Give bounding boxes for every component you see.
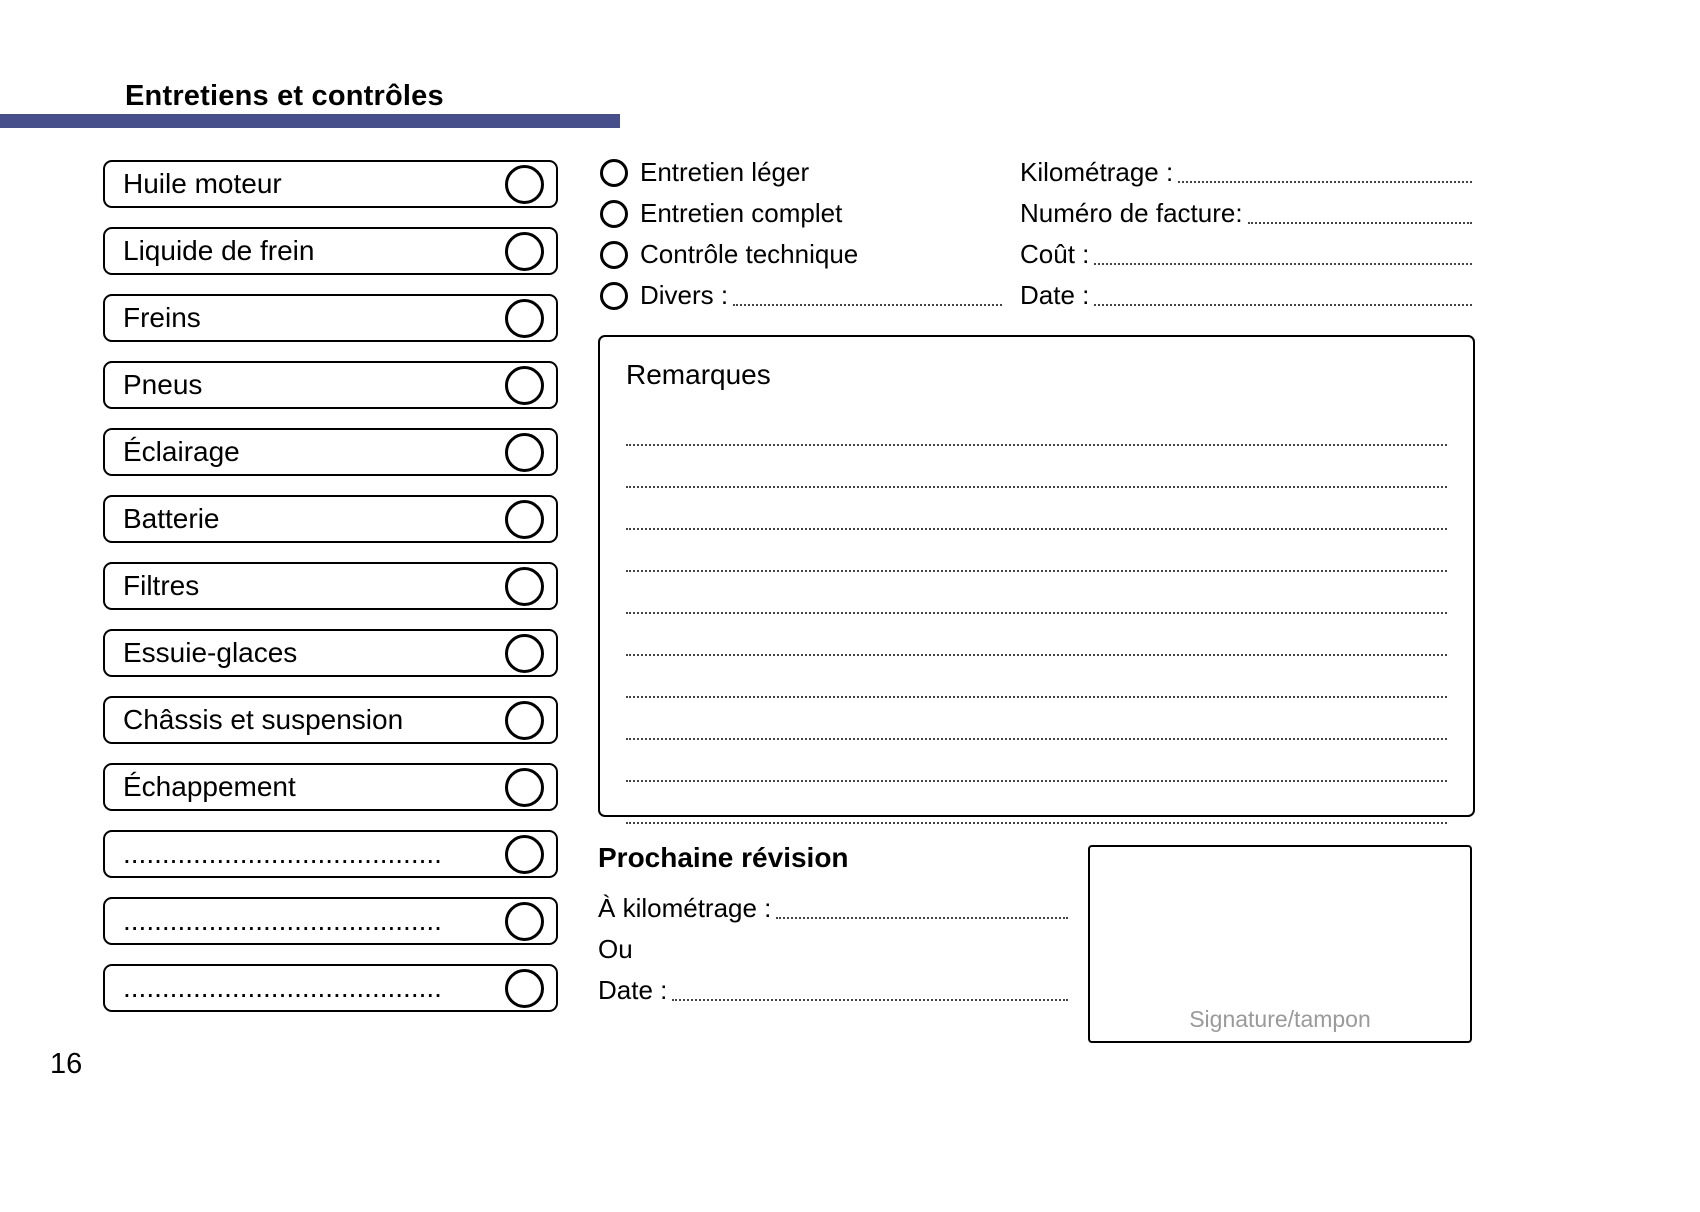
next-service-field-label: Date : bbox=[598, 975, 668, 1005]
invoice-field bbox=[1020, 193, 1472, 234]
invoice-fields bbox=[1020, 152, 1472, 316]
checklist-item-radio[interactable] bbox=[505, 969, 544, 1008]
checklist-item-radio[interactable] bbox=[505, 701, 544, 740]
service-option bbox=[600, 152, 1002, 193]
title-accent-bar bbox=[0, 114, 620, 128]
checklist-item bbox=[103, 361, 558, 409]
next-service-field-label: À kilométrage : bbox=[598, 893, 772, 923]
remark-line bbox=[626, 698, 1447, 740]
checklist-item-radio[interactable] bbox=[505, 902, 544, 941]
remark-line bbox=[626, 404, 1447, 446]
next-service-field bbox=[598, 888, 1068, 929]
checklist-item-radio[interactable] bbox=[505, 165, 544, 204]
checklist-item-label: Liquide de frein bbox=[123, 235, 315, 266]
service-option-radio[interactable] bbox=[600, 159, 628, 187]
checklist-item-label: Éclairage bbox=[123, 436, 240, 467]
checklist-item-radio[interactable] bbox=[505, 835, 544, 874]
checklist-item-label: Filtres bbox=[123, 570, 200, 601]
service-option-label: Divers : bbox=[640, 280, 729, 310]
service-option-radio[interactable] bbox=[600, 200, 628, 228]
remark-line bbox=[626, 782, 1447, 824]
checklist-item-label: Pneus bbox=[123, 369, 203, 400]
fill-in-line bbox=[1248, 222, 1472, 224]
checklist-item-label: Huile moteur bbox=[123, 168, 282, 199]
checklist-item-radio[interactable] bbox=[505, 500, 544, 539]
service-options bbox=[600, 152, 1002, 316]
invoice-field-label: Numéro de facture: bbox=[1020, 198, 1243, 228]
checklist-item bbox=[103, 696, 558, 744]
fill-in-line bbox=[672, 999, 1068, 1001]
invoice-field bbox=[1020, 275, 1472, 316]
checklist-item-radio[interactable] bbox=[505, 567, 544, 606]
fill-in-line bbox=[733, 304, 1002, 306]
next-service-section bbox=[598, 842, 1068, 1011]
service-option bbox=[600, 275, 1002, 316]
checklist-item-radio[interactable] bbox=[505, 299, 544, 338]
service-option-radio[interactable] bbox=[600, 282, 628, 310]
remarks-box bbox=[598, 335, 1475, 817]
service-option-label: Entretien complet bbox=[640, 198, 843, 228]
checklist-item-label: ......................................... bbox=[123, 838, 442, 869]
remark-line bbox=[626, 488, 1447, 530]
service-option-label: Entretien léger bbox=[640, 157, 810, 187]
checklist-item bbox=[103, 763, 558, 811]
checklist bbox=[103, 160, 558, 1031]
checklist-item bbox=[103, 897, 558, 945]
service-option bbox=[600, 193, 1002, 234]
checklist-item bbox=[103, 495, 558, 543]
service-option bbox=[600, 234, 1002, 275]
checklist-item-label: ......................................... bbox=[123, 972, 442, 1003]
invoice-field-label: Coût : bbox=[1020, 239, 1090, 269]
checklist-item-radio[interactable] bbox=[505, 366, 544, 405]
fill-in-line bbox=[1094, 304, 1472, 306]
remark-line bbox=[626, 656, 1447, 698]
checklist-item-label: Échappement bbox=[123, 771, 296, 802]
next-service-field-label: Ou bbox=[598, 934, 633, 964]
signature-label: Signature/tampon bbox=[1189, 1006, 1371, 1032]
remark-line bbox=[626, 530, 1447, 572]
checklist-item-radio[interactable] bbox=[505, 634, 544, 673]
next-service-fields bbox=[598, 888, 1068, 1011]
remark-line bbox=[626, 614, 1447, 656]
page-number: 16 bbox=[50, 1048, 83, 1080]
invoice-field-label: Kilométrage : bbox=[1020, 157, 1174, 187]
signature-box bbox=[1088, 845, 1472, 1043]
checklist-item bbox=[103, 428, 558, 476]
next-service-field bbox=[598, 929, 1068, 970]
checklist-item-label: Essuie-glaces bbox=[123, 637, 298, 668]
checklist-item-label: Châssis et suspension bbox=[123, 704, 404, 735]
fill-in-line bbox=[1094, 263, 1472, 265]
service-option-label: Contrôle technique bbox=[640, 239, 859, 269]
fill-in-line bbox=[1178, 181, 1472, 183]
checklist-item bbox=[103, 562, 558, 610]
invoice-field bbox=[1020, 152, 1472, 193]
checklist-item-radio[interactable] bbox=[505, 232, 544, 271]
next-service-title: Prochaine révision bbox=[598, 842, 849, 873]
checklist-item-label: ......................................... bbox=[123, 905, 442, 936]
remark-line bbox=[626, 446, 1447, 488]
remark-line bbox=[626, 740, 1447, 782]
checklist-item-label: Freins bbox=[123, 302, 201, 333]
checklist-item bbox=[103, 294, 558, 342]
checklist-item-radio[interactable] bbox=[505, 768, 544, 807]
remarks-title: Remarques bbox=[626, 359, 771, 390]
checklist-item-radio[interactable] bbox=[505, 433, 544, 472]
checklist-item-label: Batterie bbox=[123, 503, 220, 534]
checklist-item bbox=[103, 160, 558, 208]
checklist-item bbox=[103, 830, 558, 878]
remark-line bbox=[626, 572, 1447, 614]
next-service-field bbox=[598, 970, 1068, 1011]
checklist-item bbox=[103, 629, 558, 677]
invoice-field bbox=[1020, 234, 1472, 275]
page-title: Entretiens et contrôles bbox=[125, 80, 444, 112]
remarks-lines bbox=[626, 404, 1447, 824]
fill-in-line bbox=[776, 917, 1068, 919]
invoice-field-label: Date : bbox=[1020, 280, 1090, 310]
checklist-item bbox=[103, 964, 558, 1012]
service-option-radio[interactable] bbox=[600, 241, 628, 269]
checklist-item bbox=[103, 227, 558, 275]
